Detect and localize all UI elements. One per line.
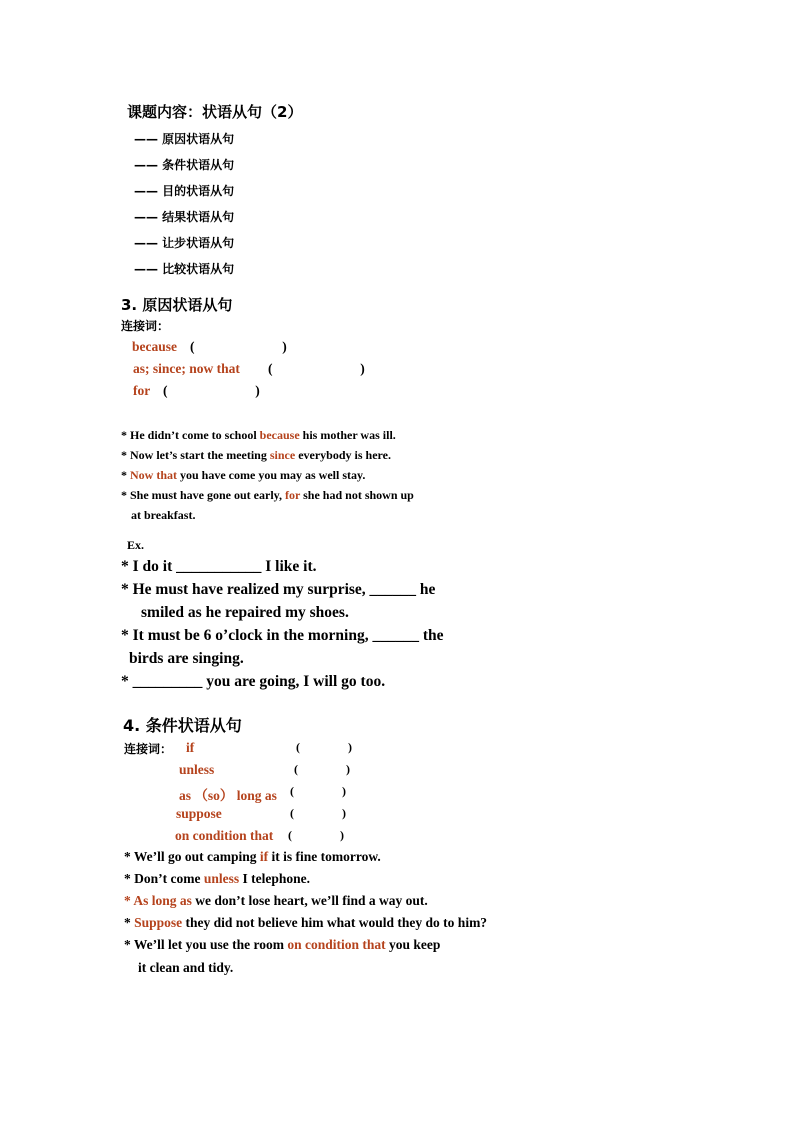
paren-blank: ( ) — [294, 762, 350, 776]
exercise-item: * It must be 6 o’clock in the morning, ______ the — [121, 627, 444, 644]
example-sentence: * We’ll go out camping if it is fine tomorrow. — [124, 849, 381, 864]
example-sentence: * We’ll let you use the room on condition that you keep — [124, 937, 441, 952]
paren-blank: ( ) — [190, 339, 287, 354]
topic-item: —— 比较状语从句 — [134, 262, 235, 276]
section-3-heading: 3. 原因状语从句 — [121, 296, 233, 314]
conj-on-condition-that: on condition that — [175, 828, 274, 843]
conj-suppose: suppose — [176, 806, 222, 821]
example-sentence: * Suppose they did not believe him what would they do to him? — [124, 915, 488, 930]
exercise-label: Ex. — [127, 538, 145, 552]
conj-because: because — [132, 339, 177, 354]
paren-blank: ( ) — [296, 740, 352, 754]
example-sentence-cont: at breakfast. — [131, 508, 196, 522]
example-sentence: * Now let’s start the meeting since everybody is here. — [121, 448, 391, 462]
exercise-item: * He must have realized my surprise, ______ he — [121, 581, 436, 598]
paren-blank: ( ) — [290, 784, 346, 798]
topic-item: —— 让步状语从句 — [134, 236, 235, 250]
topic-title: 课题内容：状语从句（2） — [127, 103, 303, 121]
example-sentence: * She must have gone out early, for she had not shown up — [121, 488, 414, 502]
paren-blank: ( ) — [163, 383, 260, 398]
example-sentence-cont: it clean and tidy. — [138, 960, 234, 975]
topic-item: —— 条件状语从句 — [134, 158, 235, 172]
topic-item: —— 原因状语从句 — [134, 132, 235, 146]
conj-unless: unless — [179, 762, 215, 777]
paren-blank: ( ) — [290, 806, 346, 820]
example-sentence: * He didn’t come to school because his mother was ill. — [121, 428, 396, 442]
paren-blank: ( ) — [288, 828, 344, 842]
conj-if: if — [186, 740, 195, 755]
topic-item: —— 结果状语从句 — [134, 210, 235, 224]
exercise-item-cont: birds are singing. — [129, 650, 244, 667]
conj-for: for — [133, 383, 151, 398]
section-4-heading: 4. 条件状语从句 — [123, 716, 242, 735]
conj-as-so-long-as: as （so） long as — [179, 788, 277, 803]
example-sentence: * Don’t come unless I telephone. — [124, 871, 311, 886]
example-sentence: * As long as we don’t lose heart, we’ll find a way out. — [124, 893, 428, 908]
exercise-item-cont: smiled as he repaired my shoes. — [141, 604, 349, 621]
section-3-conj-label: 连接词： — [121, 319, 170, 333]
conj-as-since-now-that: as; since; now that — [133, 361, 240, 376]
exercise-item: * I do it ___________ I like it. — [121, 558, 317, 575]
section-4-conj-label: 连接词： — [124, 742, 173, 756]
topic-item: —— 目的状语从句 — [134, 184, 235, 198]
paren-blank: ( ) — [268, 361, 365, 376]
exercise-item: * _________ you are going, I will go too. — [121, 673, 386, 690]
example-sentence: * Now that you have come you may as well stay. — [121, 468, 366, 482]
